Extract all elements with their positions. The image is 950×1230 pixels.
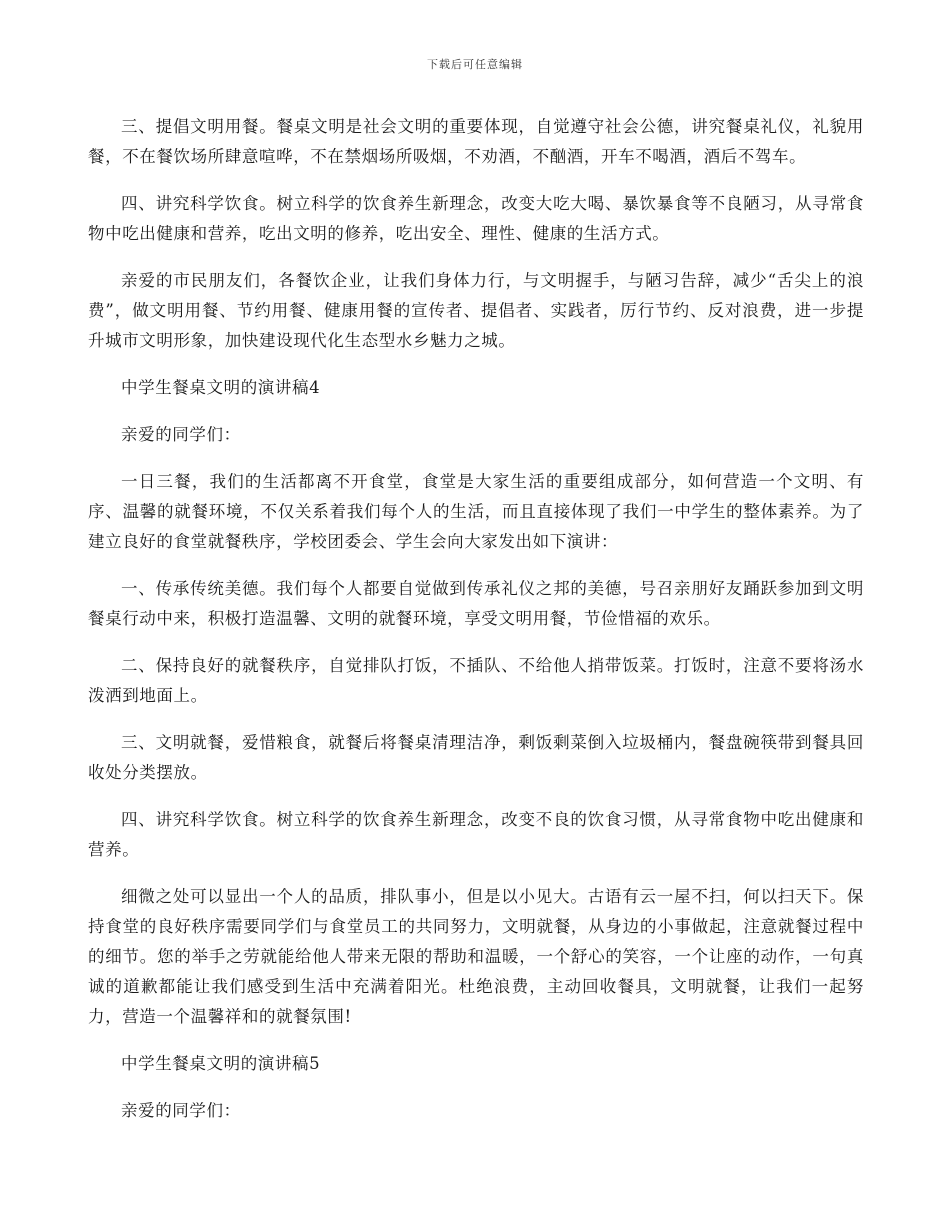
paragraph-conclusion: 细微之处可以显出一个人的品质，排队事小，但是以小见大。古语有云一屋不扫，何以扫天下。保持食堂的良好秩序需要同学们与食堂员工的共同努力，文明就餐，从身边的小事做起，注意就餐过程中的细节。您的举手之劳就能给他人带来无限的帮助和温暖，一个舒心的笑容，一个让座的动作，一句真诚的道歉都能让我们感受到生活中充满着阳光。杜绝浪费，主动回收餐具，文明就餐，让我们一起努力，营造一个温馨祥和的就餐氛围! — [88, 887, 864, 1026]
paragraph-canteen-intro: 一日三餐，我们的生活都离不开食堂，食堂是大家生活的重要组成部分，如何营造一个文明、有序、温馨的就餐环境，不仅关系着我们每个人的生活，而且直接体现了我们一中学生的整体素养。为了建立良好的食堂就餐秩序，学校团委会、学生会向大家发出如下演讲： — [88, 472, 864, 551]
page-header: 下载后可任意编辑 — [427, 58, 523, 71]
paragraph-cherish-food: 三、文明就餐，爱惜粮食，就餐后将餐桌清理洁净，剩饭剩菜倒入垃圾桶内，餐盘碗筷带到餐具回收处分类摆放。 — [88, 733, 864, 782]
paragraph-traditional-virtue: 一、传承传统美德。我们每个人都要自觉做到传承礼仪之邦的美德，号召亲朋好友踊跃参加到文明餐桌行动中来，积极打造温馨、文明的就餐环境，享受文明用餐，节俭惜福的欢乐。 — [88, 579, 864, 628]
paragraph-scientific-diet: 四、讲究科学饮食。树立科学的饮食养生新理念，改变大吃大喝、暴饮暴食等不良陋习，从寻常食物中吃出健康和营养，吃出文明的修养，吃出安全、理性、健康的生活方式。 — [88, 194, 864, 243]
greeting-5: 亲爱的同学们： — [121, 1101, 241, 1120]
document-body — [88, 112, 864, 1143]
greeting-4: 亲爱的同学们： — [121, 425, 241, 444]
speech-title-5: 中学生餐桌文明的演讲稿5 — [121, 1054, 321, 1073]
paragraph-scientific-diet-2: 四、讲究科学饮食。树立科学的饮食养生新理念，改变不良的饮食习惯，从寻常食物中吃出健康和营养。 — [88, 810, 864, 859]
paragraph-citizen-appeal: 亲爱的市民朋友们，各餐饮企业，让我们身体力行，与文明握手，与陋习告辞，减少“舌尖上的浪费”，做文明用餐、节约用餐、健康用餐的宣传者、提倡者、实践者，厉行节约、反对浪费，进一步提升城市文明形象，加快建设现代化生态型水乡魅力之城。 — [88, 271, 864, 350]
speech-title-4: 中学生餐桌文明的演讲稿4 — [121, 378, 321, 397]
paragraph-advocate-civilized-dining: 三、提倡文明用餐。餐桌文明是社会文明的重要体现，自觉遵守社会公德，讲究餐桌礼仪，礼貌用餐，不在餐饮场所肆意喧哗，不在禁烟场所吸烟，不劝酒，不酗酒，开车不喝酒，酒后不驾车。 — [88, 117, 864, 166]
paragraph-dining-order: 二、保持良好的就餐秩序，自觉排队打饭，不插队、不给他人捎带饭菜。打饭时，注意不要将汤水泼洒到地面上。 — [88, 656, 864, 705]
